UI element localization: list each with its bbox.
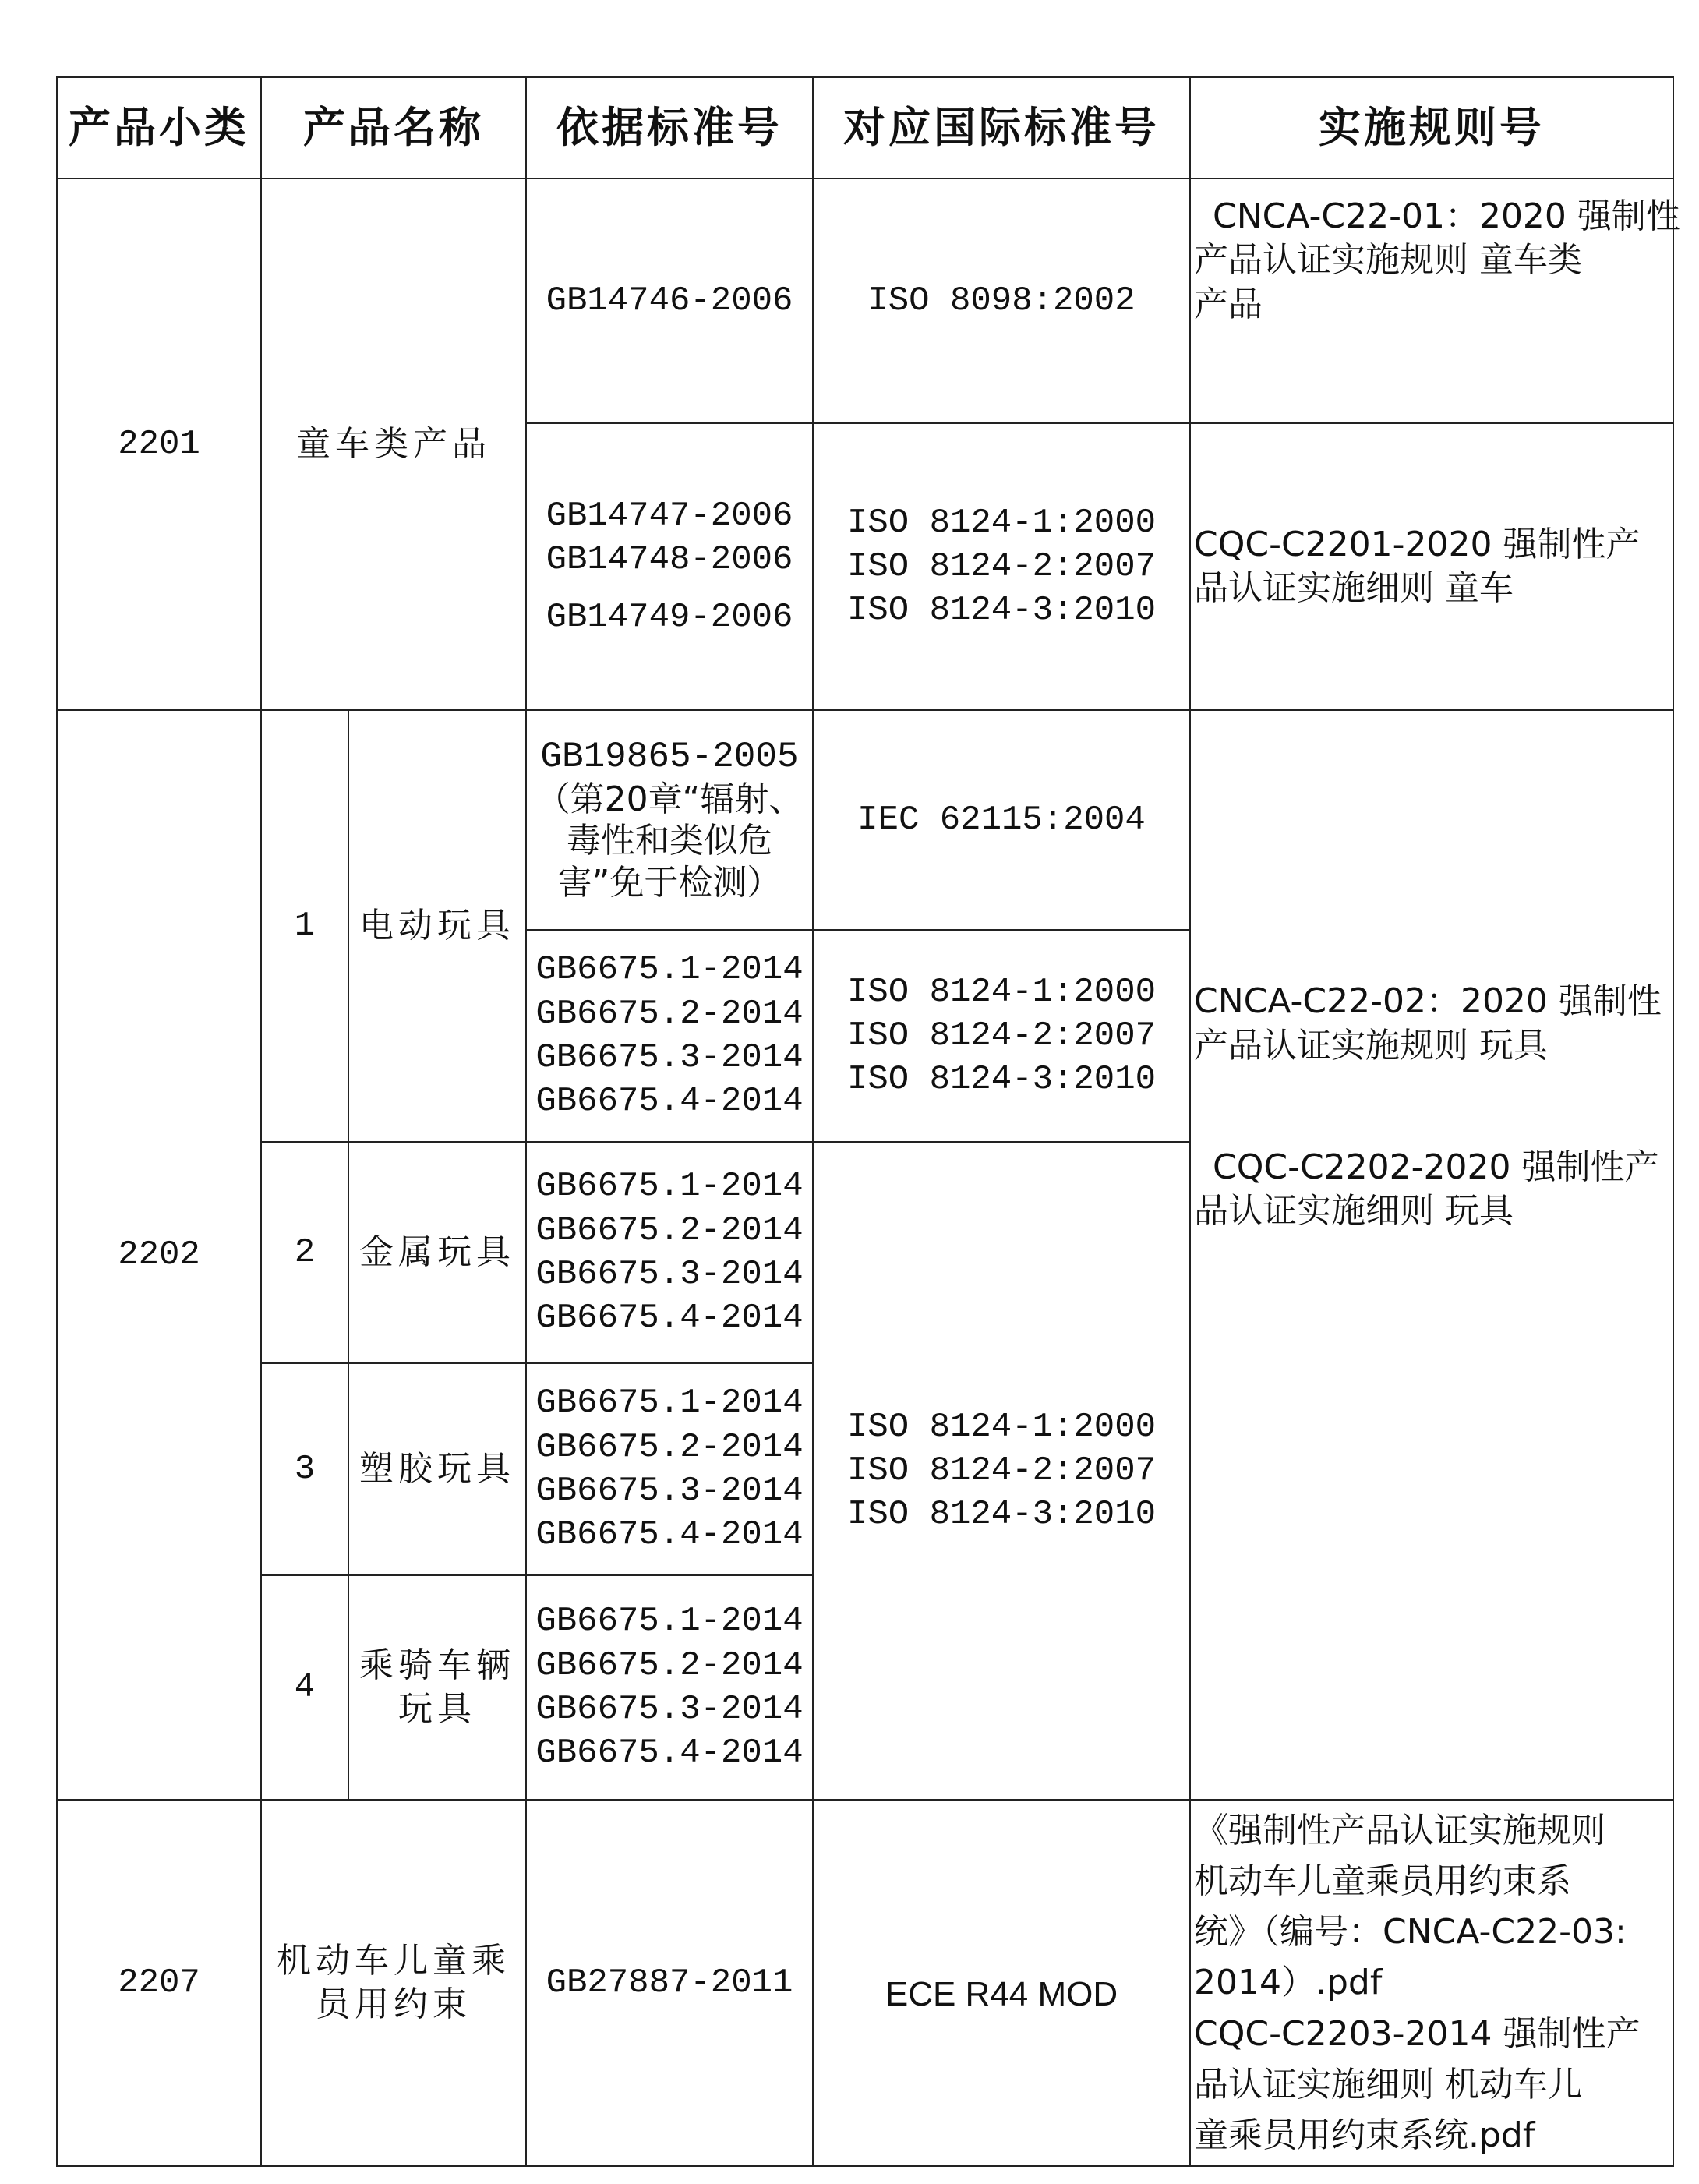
header-standard: 依据标准号 — [526, 77, 813, 178]
item-name: 电动玩具 — [348, 710, 526, 1142]
standard-cell — [526, 1363, 813, 1575]
standard-line: GB6675.3-2014 — [535, 1255, 804, 1294]
rule-cell-2207 — [1190, 1800, 1673, 2166]
standard-cell — [526, 930, 813, 1142]
item-number: 4 — [261, 1575, 348, 1800]
product-name-2201: 童车类产品 — [261, 178, 526, 710]
rule-line: 品认证实施细则 童车 — [1194, 568, 1514, 608]
standard-line: GB6675.4-2014 — [535, 1082, 804, 1122]
standard-line: GB6675.4-2014 — [535, 1733, 804, 1773]
standard-cell — [526, 423, 813, 710]
standard-cell — [526, 1142, 813, 1363]
item-name-line: 玩具 — [398, 1689, 476, 1729]
intl-standard-shared — [813, 1142, 1190, 1800]
header-intl-standard: 对应国际标准号 — [813, 77, 1190, 178]
rule-line: CNCA-C22-02：2020 强制性 — [1194, 981, 1662, 1022]
intl-line: ISO 8124-3:2010 — [846, 1060, 1157, 1100]
standard-note-line: 害”免于检测） — [557, 862, 782, 903]
product-name-2207 — [261, 1800, 526, 2166]
intl-line: ISO 8124-2:2007 — [846, 1451, 1157, 1490]
item-name: 塑胶玩具 — [348, 1363, 526, 1575]
table-row-2207 — [57, 1800, 1673, 2166]
standard-line: GB6675.1-2014 — [535, 1167, 804, 1207]
table-row-2201-a — [57, 178, 1673, 423]
subclass-code-2201: 2201 — [57, 178, 261, 710]
rule-line: 产品认证实施规则 玩具 — [1194, 1025, 1548, 1065]
standard-cell: GB27887-2011 — [526, 1800, 813, 2166]
product-name-line: 机动车儿童乘 — [277, 1940, 510, 1981]
intl-line: ISO 8124-1:2000 — [846, 972, 1157, 1012]
standard-cell — [526, 710, 813, 930]
intl-standard-cell: IEC 62115:2004 — [813, 710, 1190, 930]
standard-cell: GB14746-2006 — [526, 178, 813, 423]
rule-line: 品认证实施细则 玩具 — [1194, 1191, 1514, 1232]
header-row — [57, 77, 1673, 178]
product-name-line: 员用约束 — [316, 1984, 472, 2024]
rule-line: CQC-C2203-2014 强制性产 — [1194, 2013, 1641, 2054]
item-name — [348, 1575, 526, 1800]
standard-line: GB6675.1-2014 — [535, 1384, 804, 1423]
standard-note-line: （第20章“辐射、 — [535, 779, 804, 819]
intl-line: ISO 8124-2:2007 — [846, 1016, 1157, 1055]
intl-line: ISO 8124-1:2000 — [846, 503, 1157, 542]
standard-cell — [526, 1575, 813, 1800]
rule-line: 《强制性产品认证实施规则 — [1194, 1811, 1605, 1851]
intl-standard-cell: ECE R44 MOD — [813, 1800, 1190, 2166]
standard-line: GB6675.4-2014 — [535, 1515, 804, 1555]
standard-line: GB6675.1-2014 — [535, 950, 804, 990]
intl-standard-cell: ISO 8098:2002 — [813, 178, 1190, 423]
standard-line: GB14749-2006 — [546, 598, 793, 638]
intl-line: ISO 8124-3:2010 — [846, 591, 1157, 631]
standard-line: GB6675.3-2014 — [535, 1472, 804, 1511]
intl-line: ISO 8124-2:2007 — [846, 546, 1157, 586]
rule-line: 机动车儿童乘员用约束系 — [1194, 1861, 1571, 1902]
certification-table — [56, 76, 1680, 2167]
item-number: 2 — [261, 1142, 348, 1363]
rule-cell — [1190, 423, 1673, 710]
item-number: 3 — [261, 1363, 348, 1575]
rule-line: CQC-C2201-2020 强制性产 — [1194, 524, 1641, 564]
rule-line: 统》（编号：CNCA-C22-03: — [1194, 1912, 1627, 1953]
rule-line: 2014）.pdf — [1194, 1963, 1383, 2003]
standard-note-line: 毒性和类似危 — [567, 821, 772, 861]
intl-line: ISO 8124-3:2010 — [846, 1495, 1157, 1535]
standard-line: GB6675.4-2014 — [535, 1299, 804, 1338]
subclass-code-2207: 2207 — [57, 1800, 261, 2166]
standard-line: GB6675.1-2014 — [535, 1602, 804, 1642]
standard-line: GB6675.2-2014 — [535, 1427, 804, 1467]
rule-line: 童乘员用约束系统.pdf — [1194, 2115, 1535, 2155]
standard-line: GB6675.2-2014 — [535, 1210, 804, 1250]
item-name: 金属玩具 — [348, 1142, 526, 1363]
item-number: 1 — [261, 710, 348, 1142]
rule-cell — [1190, 178, 1680, 423]
rule-line: CNCA-C22-01：2020 强制性 — [1213, 196, 1680, 236]
rule-line: 产品认证实施规则 童车类 — [1194, 240, 1582, 281]
subclass-code-2202: 2202 — [57, 710, 261, 1800]
rule-line: 品认证实施细则 机动车儿 — [1194, 2064, 1582, 2104]
standard-line: GB14748-2006 — [546, 539, 793, 579]
standard-line: GB14747-2006 — [546, 496, 793, 535]
intl-line: ISO 8124-1:2000 — [846, 1407, 1157, 1447]
header-subclass: 产品小类 — [57, 77, 261, 178]
header-product-name: 产品名称 — [261, 77, 526, 178]
rule-cell-2202 — [1190, 710, 1673, 1800]
header-rule: 实施规则号 — [1190, 77, 1673, 178]
standard-line: GB19865-2005 — [540, 737, 799, 778]
intl-standard-cell — [813, 423, 1190, 710]
table-row-2202-1a — [57, 710, 1673, 930]
standard-line: GB6675.2-2014 — [535, 994, 804, 1034]
intl-standard-cell — [813, 930, 1190, 1142]
item-name-line: 乘骑车辆 — [359, 1645, 515, 1685]
standard-line: GB6675.3-2014 — [535, 1038, 804, 1077]
rule-line: CQC-C2202-2020 强制性产 — [1213, 1147, 1659, 1187]
standard-line: GB6675.2-2014 — [535, 1645, 804, 1685]
standard-line: GB6675.3-2014 — [535, 1690, 804, 1729]
rule-line: 产品 — [1194, 284, 1263, 324]
